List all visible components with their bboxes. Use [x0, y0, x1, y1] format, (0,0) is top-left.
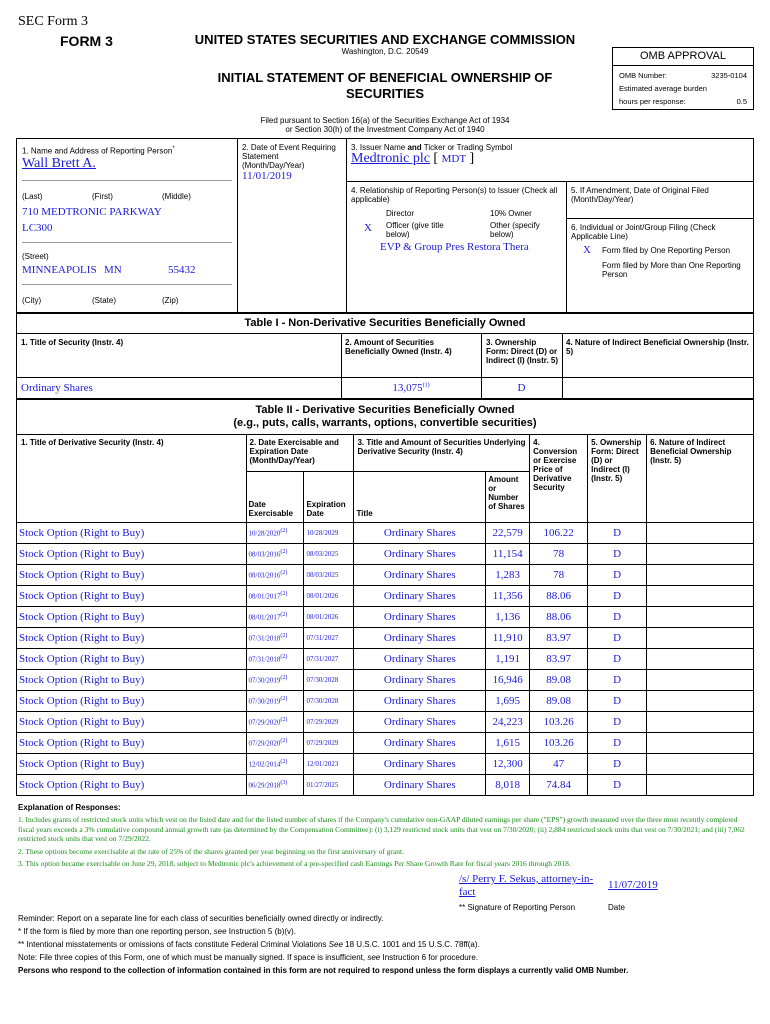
expiration-date: 12/01/2023 — [304, 754, 354, 775]
underlying-title: Ordinary Shares — [354, 712, 486, 733]
indirect-nature — [647, 712, 754, 733]
underlying-title: Ordinary Shares — [354, 565, 486, 586]
omb-burden-label: Estimated average burden — [619, 84, 707, 93]
exercise-price: 103.26 — [530, 733, 588, 754]
expiration-date: 07/29/2029 — [304, 733, 354, 754]
amendment-label: 5. If Amendment, Date of Original Filed (Month/Day/Year) — [571, 186, 709, 204]
officer-check-mark: X — [364, 222, 372, 234]
indirect-nature — [647, 733, 754, 754]
expiration-date: 08/03/2025 — [304, 565, 354, 586]
underlying-title: Ordinary Shares — [354, 586, 486, 607]
derivative-title: Stock Option (Right to Buy) — [17, 586, 247, 607]
ownership-form: D — [588, 586, 647, 607]
agency-title: UNITED STATES SECURITIES AND EXCHANGE COMMISSION — [194, 32, 576, 47]
table1-row-form: D — [517, 382, 526, 394]
underlying-title: Ordinary Shares — [354, 628, 486, 649]
derivative-title: Stock Option (Right to Buy) — [17, 670, 247, 691]
date-label: Date — [608, 903, 625, 912]
underlying-title: Ordinary Shares — [354, 523, 486, 544]
table2 — [16, 434, 754, 796]
underlying-title: Ordinary Shares — [354, 754, 486, 775]
ownership-form: D — [588, 754, 647, 775]
table2-col-nature: 6. Nature of Indirect Beneficial Ownership (Instr. 5) — [647, 435, 754, 523]
date-exercisable: 08/01/2017$^{(2)}$ — [246, 586, 304, 607]
table2-col-dates: 2. Date Exercisable and Expiration Date (Month/Day/Year) — [246, 435, 354, 472]
underlying-amount: 11,356 — [486, 586, 530, 607]
exercise-price: 106.22 — [530, 523, 588, 544]
footnote-2: 2. These options become exercisable at the rate of 25% of the shares granted per year beginning on the first anniversary of grant. — [18, 847, 404, 856]
reporting-person-name[interactable]: Wall Brett A. — [22, 156, 96, 171]
ownership-form: D — [588, 628, 647, 649]
other-option: Other (specify below) — [490, 221, 540, 239]
table1-col-title: 1. Title of Security (Instr. 4) — [21, 338, 124, 347]
underlying-amount: 12,300 — [486, 754, 530, 775]
ownership-form: D — [588, 544, 647, 565]
expiration-date: 01/27/2025 — [304, 775, 354, 796]
table1-row-title: Ordinary Shares — [21, 382, 93, 394]
table2-row — [17, 670, 754, 691]
indirect-nature — [647, 523, 754, 544]
date-exercisable: 07/29/2020$^{(2)}$ — [246, 712, 304, 733]
table2-sub-date-exercisable: Date Exercisable — [246, 472, 304, 523]
indirect-nature — [647, 628, 754, 649]
table2-row — [17, 586, 754, 607]
footer-line-4: Persons who respond to the collection of information contained in this form are not required to respond unless the form displays a currently valid OMB Number. — [18, 966, 629, 975]
officer-option: Officer (give title below) — [386, 221, 444, 239]
signature-date: 11/07/2019 — [608, 879, 658, 891]
table2-row — [17, 775, 754, 796]
underlying-amount: 1,191 — [486, 649, 530, 670]
derivative-title: Stock Option (Right to Buy) — [17, 754, 247, 775]
omb-number-label: OMB Number: — [619, 71, 667, 80]
date-exercisable: 07/31/2018$^{(2)}$ — [246, 649, 304, 670]
city-value: MINNEAPOLIS — [22, 264, 97, 276]
underlying-title: Ordinary Shares — [354, 691, 486, 712]
underlying-amount: 1,136 — [486, 607, 530, 628]
table2-row — [17, 649, 754, 670]
street-line-1: 710 MEDTRONIC PARKWAY — [22, 206, 162, 218]
indirect-nature — [647, 565, 754, 586]
middle-label: (Middle) — [162, 192, 191, 201]
exercise-price: 103.26 — [530, 712, 588, 733]
ownership-form: D — [588, 670, 647, 691]
signature-label: ** Signature of Reporting Person — [459, 903, 576, 912]
issuer-name-row: Medtronic plc [ MDT ] — [351, 151, 475, 166]
exercise-price: 78 — [530, 565, 588, 586]
underlying-amount: 11,910 — [486, 628, 530, 649]
date-exercisable: 12/02/2014$^{(2)}$ — [246, 754, 304, 775]
zip-label: (Zip) — [162, 296, 179, 305]
underlying-title: Ordinary Shares — [354, 775, 486, 796]
underlying-amount: 1,695 — [486, 691, 530, 712]
underlying-amount: 8,018 — [486, 775, 530, 796]
expiration-date: 07/30/2028 — [304, 691, 354, 712]
exercise-price: 88.06 — [530, 607, 588, 628]
derivative-title: Stock Option (Right to Buy) — [17, 628, 247, 649]
underlying-title: Ordinary Shares — [354, 649, 486, 670]
table2-col-title: 1. Title of Derivative Security (Instr. 4) — [17, 435, 247, 523]
table2-col-underlying: 3. Title and Amount of Securities Underlying Derivative Security (Instr. 4) — [354, 435, 530, 472]
ownership-form: D — [588, 733, 647, 754]
form-title: INITIAL STATEMENT OF BENEFICIAL OWNERSHIP OF SECURITIES — [217, 70, 553, 101]
table2-col-form: 5. Ownership Form: Direct (D) or Indirect (I) (Instr. 5) — [588, 435, 647, 523]
last-label: (Last) — [22, 192, 43, 201]
indirect-nature — [647, 775, 754, 796]
form-number: FORM 3 — [60, 33, 113, 49]
table2-row — [17, 607, 754, 628]
derivative-title: Stock Option (Right to Buy) — [17, 523, 247, 544]
exercise-price: 74.84 — [530, 775, 588, 796]
street-line-2: LC300 — [22, 222, 53, 234]
table2-row — [17, 691, 754, 712]
underlying-amount: 1,283 — [486, 565, 530, 586]
table1-title: Table I - Non-Derivative Securities Beneficially Owned — [244, 317, 526, 329]
expiration-date: 07/30/2028 — [304, 670, 354, 691]
underlying-amount: 24,223 — [486, 712, 530, 733]
table1-col-amount: 2. Amount of Securities Beneficially Owned (Instr. 4) — [345, 338, 452, 356]
filing-more-option: Form filed by More than One Reporting Person — [602, 261, 741, 279]
issuer-label: 3. Issuer Name and Ticker or Trading Symbol — [351, 143, 513, 152]
issuer-name[interactable]: Medtronic plc — [351, 151, 430, 166]
agency-city: Washington, D.C. 20549 — [341, 47, 429, 56]
footnote-1: 1. Includes grants of restricted stock units which vest on the listed date and for the listed number of shares if the Company's cumulative non-GAAP diluted earnings per share ("EPS") growth measured over the three most recently completed fiscal years exceeds a 3% cumulative compound annual growth rate (as determined by the Compensation Committee): (i) 3,129 restricted stock units that vest on 7/30/2020; (ii) 2,884 restricted stock units that vest on 7/30/2021; and (iii) 7,062 restricted stock units that vest on 7/29/2022. — [18, 815, 745, 843]
exercise-price: 47 — [530, 754, 588, 775]
filing-label: 6. Individual or Joint/Group Filing (Check Applicable Line) — [571, 223, 716, 241]
date-exercisable: 08/03/2016$^{(2)}$ — [246, 544, 304, 565]
table2-row — [17, 628, 754, 649]
underlying-amount: 22,579 — [486, 523, 530, 544]
event-date-label: 2. Date of Event Requiring Statement (Month/Day/Year) — [242, 143, 336, 170]
omb-hours-value: 0.5 — [736, 97, 747, 106]
footer-line-2: ** Intentional misstatements or omissions of facts constitute Federal Criminal Violations See 18 U.S.C. 1001 and 15 U.S.C. 78ff(a). — [18, 940, 480, 949]
underlying-title: Ordinary Shares — [354, 733, 486, 754]
omb-approval-box — [612, 47, 754, 110]
explanation-title: Explanation of Responses: — [18, 803, 121, 812]
derivative-title: Stock Option (Right to Buy) — [17, 565, 247, 586]
footer-line-1: * If the form is filed by more than one reporting person, see Instruction 5 (b)(v). — [18, 927, 296, 936]
underlying-amount: 16,946 — [486, 670, 530, 691]
filed-pursuant: Filed pursuant to Section 16(a) of the Securities Exchange Act of 1934 or Section 30(h) of the Investment Company Act of 1940 — [260, 116, 510, 134]
date-exercisable: 07/31/2018$^{(2)}$ — [246, 628, 304, 649]
underlying-title: Ordinary Shares — [354, 544, 486, 565]
zip-value: 55432 — [168, 264, 196, 276]
filing-one-check-mark: X — [583, 244, 591, 256]
derivative-title: Stock Option (Right to Buy) — [17, 607, 247, 628]
street-label: (Street) — [22, 252, 49, 261]
table2-row — [17, 565, 754, 586]
table1-col-form: 3. Ownership Form: Direct (D) or Indirect (I) (Instr. 5) — [486, 338, 559, 365]
indirect-nature — [647, 586, 754, 607]
table2-title: Table II - Derivative Securities Beneficially Owned (e.g., puts, calls, warrants, options, convertible securities) — [233, 404, 537, 429]
exercise-price: 89.08 — [530, 670, 588, 691]
derivative-title: Stock Option (Right to Buy) — [17, 544, 247, 565]
issuer-ticker: MDT — [441, 153, 467, 165]
derivative-title: Stock Option (Right to Buy) — [17, 649, 247, 670]
table2-row — [17, 733, 754, 754]
date-exercisable: 06/29/2018$^{(3)}$ — [246, 775, 304, 796]
sec-form-label: SEC Form 3 — [18, 14, 89, 29]
exercise-price: 78 — [530, 544, 588, 565]
reporting-person-label: 1. Name and Address of Reporting Person* — [22, 146, 175, 156]
underlying-amount: 1,615 — [486, 733, 530, 754]
ownership-form: D — [588, 649, 647, 670]
table2-sub-amount: Amount or Number of Shares — [486, 472, 530, 523]
filing-one-option: Form filed by One Reporting Person — [602, 246, 731, 255]
expiration-date: 07/31/2027 — [304, 628, 354, 649]
state-label: (State) — [92, 296, 117, 305]
first-label: (First) — [92, 192, 113, 201]
ownership-form: D — [588, 712, 647, 733]
derivative-title: Stock Option (Right to Buy) — [17, 712, 247, 733]
director-option: Director — [386, 209, 415, 218]
table2-sub-title: Title — [354, 472, 486, 523]
exercise-price: 88.06 — [530, 586, 588, 607]
expiration-date: 08/01/2026 — [304, 586, 354, 607]
indirect-nature — [647, 670, 754, 691]
date-exercisable: 08/03/2016$^{(2)}$ — [246, 565, 304, 586]
ownership-form: D — [588, 691, 647, 712]
indirect-nature — [647, 754, 754, 775]
date-exercisable: 10/28/2020$^{(2)}$ — [246, 523, 304, 544]
ten-pct-owner-option: 10% Owner — [490, 209, 532, 218]
expiration-date: 07/29/2029 — [304, 712, 354, 733]
table2-row — [17, 523, 754, 544]
signature-name: /s/ Perry F. Sekus, attorney-in- fact — [459, 873, 594, 898]
exercise-price: 89.08 — [530, 691, 588, 712]
table2-sub-expiration: Expiration Date — [304, 472, 354, 523]
relationship-label: 4. Relationship of Reporting Person(s) to Issuer (Check all applicable) — [351, 186, 558, 204]
ownership-form: D — [588, 607, 647, 628]
omb-hours-label: hours per response: — [619, 97, 686, 106]
date-exercisable: 07/29/2020$^{(2)}$ — [246, 733, 304, 754]
derivative-title: Stock Option (Right to Buy) — [17, 775, 247, 796]
underlying-title: Ordinary Shares — [354, 607, 486, 628]
underlying-title: Ordinary Shares — [354, 670, 486, 691]
indirect-nature — [647, 544, 754, 565]
omb-title: OMB APPROVAL — [613, 48, 753, 66]
city-label: (City) — [22, 296, 42, 305]
exercise-price: 83.97 — [530, 649, 588, 670]
date-exercisable: 08/01/2017$^{(2)}$ — [246, 607, 304, 628]
table2-row — [17, 544, 754, 565]
derivative-title: Stock Option (Right to Buy) — [17, 691, 247, 712]
officer-title-value: EVP & Group Pres Restora Thera — [380, 241, 529, 253]
expiration-date: 08/01/2026 — [304, 607, 354, 628]
table2-col-price: 4. Conversion or Exercise Price of Derivative Security — [530, 435, 588, 523]
exercise-price: 83.97 — [530, 628, 588, 649]
date-exercisable: 07/30/2019$^{(2)}$ — [246, 691, 304, 712]
date-exercisable: 07/30/2019$^{(2)}$ — [246, 670, 304, 691]
footnote-3: 3. This option became exercisable on June 29, 2018, subject to Medtronic plc's achievement of a pre-specified cash Earnings Per Share Growth Rate for fiscal years 2016 through 2018. — [18, 859, 571, 868]
indirect-nature — [647, 691, 754, 712]
omb-number-value: 3235-0104 — [711, 71, 747, 80]
event-date-value: 11/01/2019 — [242, 170, 292, 182]
footer-line-3: Note: File three copies of this Form, one of which must be manually signed. If space is insufficient, see Instruction 6 for procedure. — [18, 953, 479, 962]
underlying-amount: 11,154 — [486, 544, 530, 565]
ownership-form: D — [588, 775, 647, 796]
ownership-form: D — [588, 565, 647, 586]
expiration-date: 08/03/2025 — [304, 544, 354, 565]
state-value: MN — [104, 264, 122, 276]
derivative-title: Stock Option (Right to Buy) — [17, 733, 247, 754]
table2-row — [17, 754, 754, 775]
indirect-nature — [647, 649, 754, 670]
expiration-date: 07/31/2027 — [304, 649, 354, 670]
table1-row-amount: 13,075$^{(1)}$ — [392, 382, 430, 394]
indirect-nature — [647, 607, 754, 628]
reminder: Reminder: Report on a separate line for each class of securities beneficially owned directly or indirectly. — [18, 914, 384, 923]
table2-row — [17, 712, 754, 733]
table1-col-nature: 4. Nature of Indirect Beneficial Ownership (Instr. 5) — [566, 338, 749, 356]
expiration-date: 10/28/2029 — [304, 523, 354, 544]
ownership-form: D — [588, 523, 647, 544]
